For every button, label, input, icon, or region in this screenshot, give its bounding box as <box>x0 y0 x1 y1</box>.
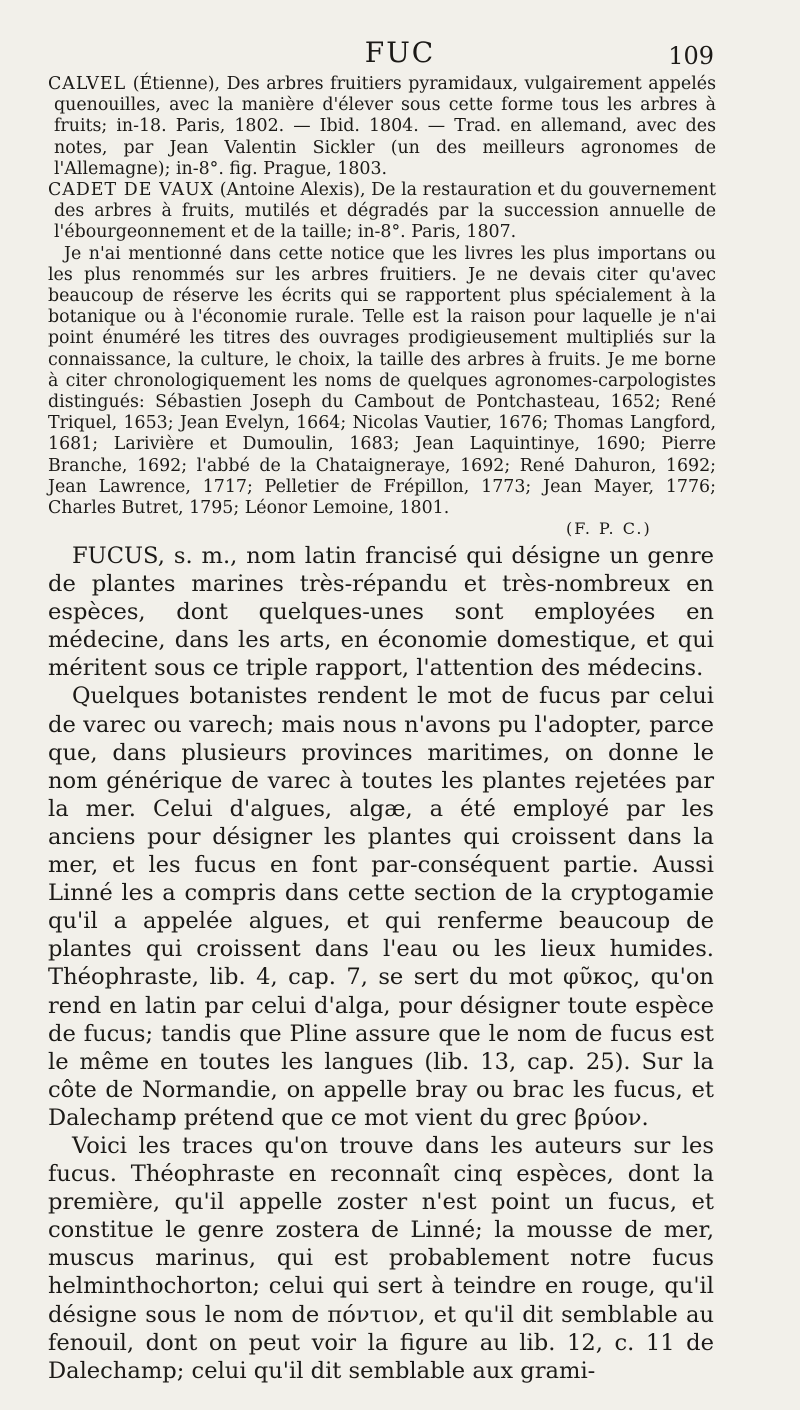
entry-author-name: CALVEL <box>48 74 127 94</box>
article-paragraph-1 <box>48 542 714 682</box>
author-signature: (F. P. C.) <box>566 519 652 538</box>
article-body <box>48 542 714 1385</box>
article-paragraph-3: Voici les traces qu'on trouve dans les auteurs sur les fucus. Théophraste en reconnaît cinq espèces, dont la première, qu'il appelle zoster n'est point un fucus, et constitue le genre zostera de Linné; la mousse de mer, muscus marinus, qui est probablement notre fucus helminthochorton; celui qui sert à teindre en rouge, qu'il désigne sous le nom de πόντιον, et qu'il dit semblable au fenouil, dont on peut voir la figure au lib. 12, c. 11 de Dalechamp; celui qu'il dit semblable aux grami- <box>48 1132 714 1384</box>
bibliography-entry-calvel <box>48 74 716 180</box>
bibliography-note: Je n'ai mentionné dans cette notice que les livres les plus importans ou les plus renommés sur les arbres fruitiers. Je ne devais citer qu'avec beaucoup de réserve les écrits qui se rapportent plus spécialement à la botanique ou à l'économie rurale. Telle est la raison pour laquelle je n'ai point énuméré les titres des ouvrages prodigieusement multipliés sur la connaissance, la culture, le choix, la taille des arbres à fruits. Je me borne à citer chronologiquement les noms de quelques agronomes-carpologistes distingués: Sébastien Joseph du Cambout de Pontchasteau, 1652; René Triquel, 1653; Jean Evelyn, 1664; Nicolas Vautier, 1676; Thomas Langford, 1681; Larivière et Dumoulin, 1683; Jean Laquintinye, 1690; Pierre Branche, 1692; l'abbé de la Chataigneraye, 1692; René Dahuron, 1692; Jean Lawrence, 1717; Pelletier de Frépillon, 1773; Jean Mayer, 1776; Charles Butret, 1795; Léonor Lemoine, 1801. <box>48 243 716 519</box>
headword: FUCUS <box>72 543 158 569</box>
running-head <box>0 32 800 72</box>
running-title: FUC <box>364 36 436 69</box>
definition-text: , s. m., nom latin francisé qui désigne un genre de plantes marines très-répandu et très-nombreux en espèces, dont quelques-unes sont employées en médecine, dans les arts, en économie domestique, et qui méritent sous ce triple rapport, l'attention des médecins. <box>48 543 714 682</box>
entry-author-name: CADET DE VAUX <box>48 180 215 201</box>
page-number: 109 <box>668 42 714 70</box>
entry-text: (Antoine Alexis), De la restauration et du gouvernement des arbres à fruits, mutilés et dégradés par la succession annuelle de l'ébourgeonnement et de la taille; in-8°. Paris, 1807. <box>54 180 717 243</box>
bibliography-section <box>48 74 716 519</box>
bibliography-entry-cadet-de-vaux <box>48 180 716 244</box>
article-paragraph-2: Quelques botanistes rendent le mot de fucus par celui de varec ou varech; mais nous n'avons pu l'adopter, parce que, dans plusieurs provinces maritimes, on donne le nom générique de varec à toutes les plantes rejetées par la mer. Celui d'algues, algæ, a été employé par les anciens pour désigner les plantes qui croissent dans la mer, et les fucus en font par-conséquent partie. Aussi Linné les a compris dans cette section de la cryptogamie qu'il a appelée algues, et qui renferme beaucoup de plantes qui croissent dans l'eau ou les lieux humides. Théophraste, lib. 4, cap. 7, se sert du mot φῦκος, qu'on rend en latin par celui d'alga, pour désigner toute espèce de fucus; tandis que Pline assure que le nom de fucus est le même en toutes les langues (lib. 13, cap. 25). Sur la côte de Normandie, on appelle bray ou brac les fucus, et Dalechamp prétend que ce mot vient du grec βρύον. <box>48 683 714 1131</box>
entry-text: (Étienne), Des arbres fruitiers pyramidaux, vulgairement appelés quenouilles, avec la manière d'élever sous cette forme tous les arbres à fruits; in-18. Paris, 1802. — Ibid. 1804. — Trad. en allemand, avec des notes, par Jean Valentin Sickler (un des meilleurs agronomes de l'Allemagne); in-8°. fig. Prague, 1803. <box>54 74 717 179</box>
